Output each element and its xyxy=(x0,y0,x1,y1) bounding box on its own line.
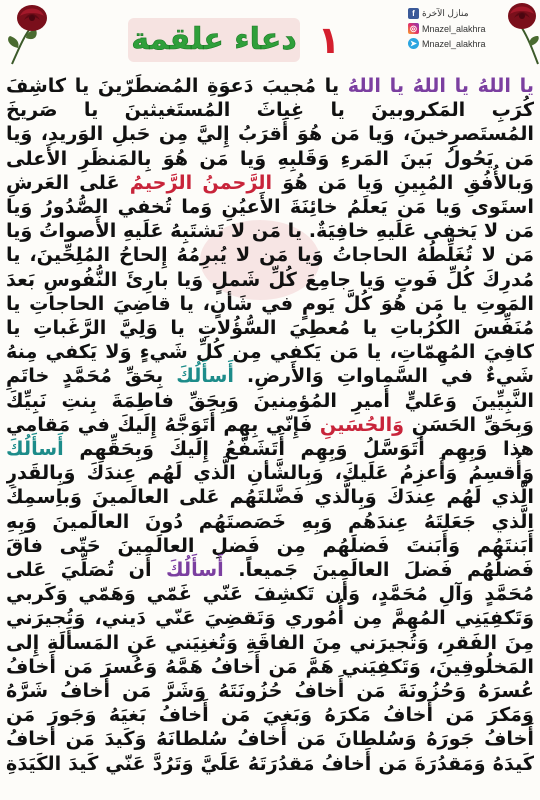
prayer-segment: وَأُقسِمُ وَأَعزِمُ عَلَيكَ، وَبِالشَّأنِ الَّذي لَهُم عِندَكَ وَبِالقَدرِ الَّذي لَهُم عِندَكَ وَبِالَّذي فَضَّلتَهُم عَلى العالَمينَ وَباِسمِكَ الَّذي جَعَلتَهُ عِندَهُم وَبِهِ خَصَصتَهُم دُونَ العالَمينَ وَبِهِ أَبَنتَهُم وَأَبَنتَ فَضلَهُم مِن فَضلِ العالَمينَ حَتّى فاقَ فَضلُهُم فَضلَ العالَمينَ جَميعاً. xyxy=(6,461,534,582)
telegram-handle: Mnazel_alakhra xyxy=(422,38,486,49)
ask-phrase: أَسأَلُكَ xyxy=(176,364,234,388)
prayer-segment: يا مُجيبَ دَعوَةِ المُضطَرّينَ يا كاشِفَ كُرَبِ المَكروبينَ يا غِياثَ المُستَغيثينَ يا صَريخَ المُستَصرِخينَ، وَيا مَن هُوَ أَقرَبُ إِليَّ مِن حَبلِ الوَريدِ، وَيا مَن يَحُولُ بَينَ المَرءِ وَقَلبِهِ وَيا مَن هُوَ بِالمَنظَرِ الأَعلى وَبالأُفُقِ المُبِينِ وَيا مَن هُوَ xyxy=(6,74,534,194)
telegram-icon: ➤ xyxy=(408,38,419,49)
prayer-segment: أَن تُصَلِّيَ عَلى مُحَمَّدٍ وَآلِ مُحَمَّدٍ، وَأَن تَكشِفَ عَنّي غَمّي وَهَمّي وَكَربي وَتَكفِيَنِي المُهِمَّ مِن أُمُوري وَتَقضِيَ عَنّي دَيني، وَتُجيرَني مِنَ الفَقرِ، وَتُجيرَني مِنَ الفاقَةِ وَتُغنِيَني عَنِ المَسأَلَةِ إِلى المَخلُوقِينَ، وَتَكفِيَني هَمَّ مَن أَخافُ هَمَّهُ وَعُسرَ مَن أَخافُ عُسرَهُ وَحُزُونَةَ مَن أَخافُ حُزُونَتَهُ وَشَرَّ مَن أَخافُ شَرَّهُ وَمَكرَ مَن أَخافُ مَكرَهُ وَبَغيَ مَن أَخافُ بَغيَهُ وَجَورَ مَن أَخافُ جَورَهُ وَسُلطانَ مَن أَخافُ سُلطانَهُ وَكَيدَ مَن أَخافُ كَيدَهُ وَمَقدُرَةَ مَن أَخافُ مَقدُرَتَهُ عَلَيَّ وَتَرُدَّ عَنّي كَيدَ الكَيَدَةِ xyxy=(6,558,534,775)
ask-phrase: أَسأَلُكَ xyxy=(166,558,224,582)
page-header xyxy=(0,0,540,74)
prayer-segment: بِحَقِّ مُحَمَّدٍ خاتَمِ النَّبِيِّينَ وَعَليٍّ أَميرِ المُؤمِنينَ وَبِحَقِّ فاطِمَةَ بِنتِ نَبِيِّكَ وَبِحَقِّ الحَسَنِ xyxy=(6,364,534,436)
instagram-icon: ◎ xyxy=(408,23,419,34)
prayer-text xyxy=(6,74,534,800)
channel-row-instagram xyxy=(408,21,504,36)
hasanain-text: وَالحُسَينِ xyxy=(319,412,405,436)
invocation-text: يا اللهُ يا اللهُ يا اللهُ xyxy=(347,74,534,97)
page-title: دعاء علقمة xyxy=(131,22,297,57)
channel-watermark xyxy=(408,6,504,52)
rose-icon xyxy=(2,2,62,66)
channel-row-facebook xyxy=(408,6,504,21)
channel-name: منازل الآخرة xyxy=(422,8,469,18)
prayer-segment: فَإِنّي بِهِم أَتَوَجَّهُ إِلَيكَ في مَقامي هذا وَبِهِم أَتَوَسَّلُ وَبِهِم أَتَشَفَّعُ إِلَيكَ وَبِحَقِّهِم xyxy=(6,412,534,461)
title-banner xyxy=(128,18,300,62)
divine-names-text: الرَّحمنُ الرَّحيمُ xyxy=(129,170,273,194)
page-number: ١ xyxy=(317,18,341,62)
instagram-handle: Mnazel_alakhra xyxy=(422,23,486,34)
ask-phrase: أَسأَلُكَ xyxy=(6,437,64,461)
rose-icon xyxy=(498,0,540,66)
channel-row-telegram xyxy=(408,36,504,51)
facebook-icon: f xyxy=(408,8,419,19)
prayer-paragraph xyxy=(6,74,534,776)
prayer-segment: عَلى العَرشِ استَوى وَيا مَن يَعلَمُ خائِنَةَ الأَعيُنِ وَما تُخفي الصُّدُورُ وَيا مَن لا يَخفى عَلَيهِ خافِيَةٌ. يا مَن لا تَشتَبِهُ عَلَيهِ الأَصواتُ وَيا مَن لا تُغَلِّطُهُ الحاجاتُ وَيا مَن لا يُبرِمُهُ إِلحاحُ المُلِحِّينَ، يا مُدرِكَ كُلِّ فَوتٍ وَيا جامِعَ كُلِّ شَملٍ وَيا بارِئَ النُّفُوسِ بَعدَ المَوتِ يا مَن هُوَ كُلَّ يَومٍ في شَأنٍ، يا قاضِيَ الحاجاتِ يا مُنَفِّسَ الكُرُباتِ يا مُعطِيَ السُّؤُلاتِ يا وَلِيَّ الرَّغَباتِ يا كافِيَ المُهِمّاتِ، يا مَن يَكفي مِن كُلِّ شَيءٍ وَلا يَكفي مِنهُ شَيءٌ في السَّماواتِ وَالأَرضِ. xyxy=(6,170,534,388)
